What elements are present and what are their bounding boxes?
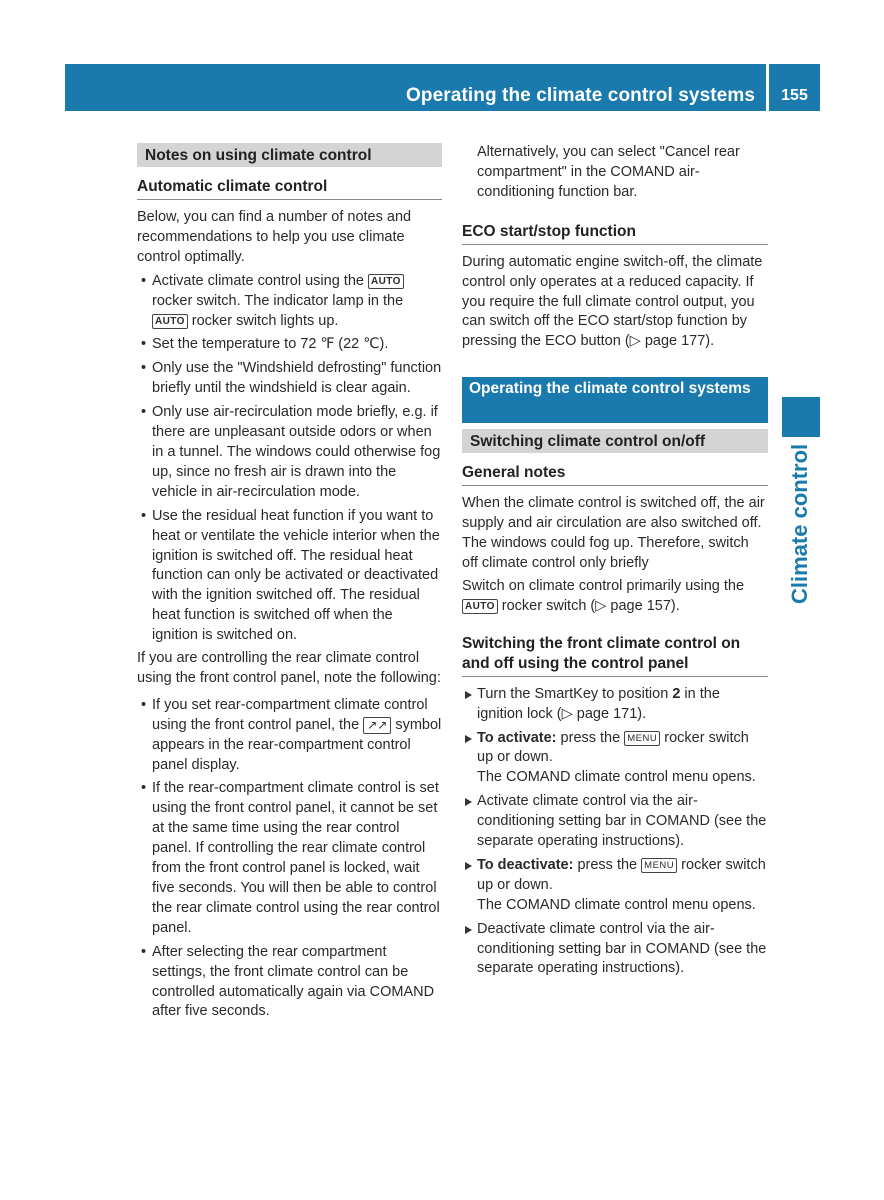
- list-item: • If the rear-compartment climate control is set using the front control panel, it cannot be set at the same time using the rear control panel. If controlling the rear climate control from the front control panel is locked, wait five seconds. You will then be able to control the rear climate control using the rear control panel.: [137, 779, 442, 938]
- list-item: • Set the temperature to 72 ℉ (22 ℃).: [137, 335, 442, 355]
- continued-paragraph: Alternatively, you can select "Cancel rear compartment" in the COMAND air-conditioning function bar.: [477, 144, 740, 200]
- auto-key-icon: AUTO: [152, 314, 188, 329]
- page-header-bar: [65, 64, 766, 111]
- intro-paragraph: Below, you can find a number of notes and recommendations to help you use climate control optimally.: [137, 209, 412, 265]
- right-column: [462, 143, 768, 979]
- menu-key-icon: MENU: [624, 731, 660, 746]
- auto-key-icon: AUTO: [368, 274, 404, 289]
- notes-heading: Notes on using climate control: [137, 143, 442, 167]
- general-notes-heading: General notes: [462, 463, 768, 486]
- front-control-heading: Switching the front climate control on and off using the control panel: [462, 634, 768, 677]
- auto-climate-heading: Automatic climate control: [137, 177, 442, 200]
- rear-climate-symbol-icon: ↗↗: [363, 717, 391, 734]
- step-item: Turn the SmartKey to position 2 in the ignition lock (▷ page 171).: [462, 685, 768, 725]
- step-item: Activate climate control via the air-conditioning setting bar in COMAND (see the separate operating instructions).: [462, 792, 768, 852]
- list-item: • Only use the "Windshield defrosting" function briefly until the windshield is clear again.: [137, 359, 442, 399]
- rear-intro-paragraph: If you are controlling the rear climate control using the front control panel, note the following:: [137, 650, 441, 686]
- page-header-title: Operating the climate control systems: [406, 85, 755, 106]
- step-item: Deactivate climate control via the air-conditioning setting bar in COMAND (see the separate operating instructions).: [462, 920, 768, 980]
- menu-key-icon: MENU: [641, 858, 677, 873]
- list-item: • After selecting the rear compartment settings, the front climate control can be controlled automatically again via COMAND after five seconds.: [137, 943, 442, 1023]
- general-switch-paragraph: Switch on climate control primarily using the AUTO rocker switch (▷ page 157).: [462, 577, 745, 614]
- side-tab-block: [782, 397, 820, 437]
- step-result: The COMAND climate control menu opens.: [477, 769, 756, 786]
- eco-paragraph: During automatic engine switch-off, the climate control only operates at a reduced capacity. If you require the full climate control output, you can switch off the ECO start/stop function by pressing the ECO button (▷ page 177).: [462, 253, 763, 350]
- switching-heading: Switching climate control on/off: [462, 429, 768, 453]
- step-result: The COMAND climate control menu opens.: [477, 896, 756, 913]
- list-item: • Use the residual heat function if you want to heat or ventilate the vehicle interior when the ignition is switched off. The residual heat function can only be activated or deactivated with the ignition switched off. The residual heat function is switched off when the ignition is switched on.: [137, 507, 442, 646]
- left-column: [137, 143, 442, 1022]
- operating-section-heading: Operating the climate control systems: [462, 377, 768, 423]
- eco-heading: ECO start/stop function: [462, 222, 768, 245]
- side-tab-label: Climate control: [787, 443, 812, 604]
- auto-key-icon: AUTO: [462, 599, 498, 614]
- step-item: To activate: press the MENU rocker switch up or down.: [462, 729, 768, 769]
- list-item: • If you set rear-compartment climate control using the front control panel, the ↗↗ symbol appears in the rear-compartment control panel display.: [137, 696, 442, 776]
- page-number-box: [769, 64, 820, 111]
- step-item: To deactivate: press the MENU rocker switch up or down.: [462, 856, 768, 896]
- general-notes-paragraph: When the climate control is switched off, the air supply and air circulation are also switched off. The windows could fog up. Therefore, switch off climate control only briefly: [462, 495, 765, 571]
- list-item: • Only use air-recirculation mode briefly, e.g. if there are unpleasant outside odors or when in a tunnel. The windows could otherwise fog up, since no fresh air is drawn into the vehicle in air-recirculation mode.: [137, 403, 442, 503]
- list-item: • Activate climate control using the AUTO rocker switch. The indicator lamp in the AUTO rocker switch lights up.: [137, 272, 442, 332]
- page-number: 155: [781, 87, 808, 104]
